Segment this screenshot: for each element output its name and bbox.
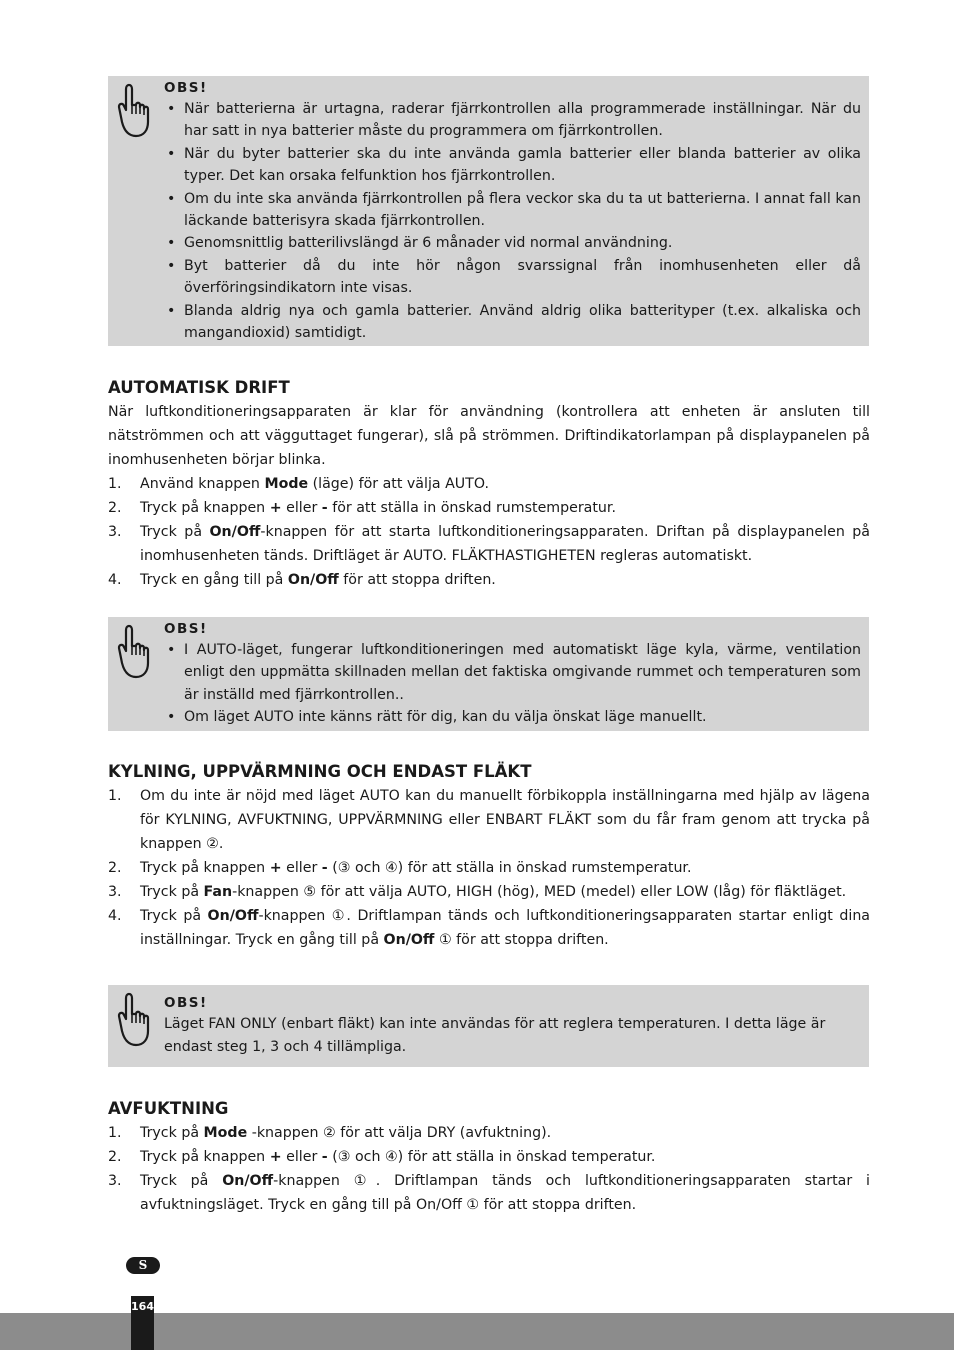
button-name: - [321,860,328,876]
list-item: • Genomsnittlig batterilivslängd är 6 månader vid normal användning. [164,232,861,254]
list-item [108,472,870,496]
list-item [164,255,861,300]
button-name: On/Off [207,908,259,924]
list-item: • När du byter batterier ska du inte använda gamla batterier eller blanda batterier av olika typer. Det kan orsaka felfunktion hos fjärrkontrollen. [164,143,861,188]
step-number: 1. [108,788,122,804]
note-title: OBS! [164,621,208,637]
step-number: 3. [108,524,122,540]
step-number: 1. [108,476,122,492]
step-text: Tryck på [140,908,208,924]
button-name: + [269,500,282,516]
list-item: • När batterierna är urtagna, raderar fjärrkontrollen alla programmerade inställningar. När du har satt in nya batterier måste du programmera om fjärrkontrollen. [164,98,861,143]
button-name: On/Off [287,572,339,588]
button-name: Mode [203,1125,248,1141]
list-item [108,1145,870,1169]
step-text: för att stoppa driften. [338,572,496,588]
note-list [164,639,861,729]
step-text: Tryck på [140,884,204,900]
list-item [108,904,870,952]
button-name: - [321,500,328,516]
step-text: Tryck en gång till på [140,572,288,588]
step-text: Tryck på knappen [140,500,270,516]
language-badge: S [126,1257,160,1274]
step-text: Tryck på [140,1173,223,1189]
step-number: 2. [108,500,122,516]
list-item [108,496,870,520]
page-number: 164 [131,1296,154,1350]
note-title: OBS! [164,80,208,96]
step-text: ① för att stoppa driften. [434,932,609,948]
list-item: • Om du inte ska använda fjärrkontrollen på flera veckor ska du ta ut batterierna. I annat fall kan läckande batterisyra skada fjärrkontrollen. [164,188,861,233]
step-text: (läge) för att välja AUTO. [308,476,489,492]
section-heading: AVFUKTNING [108,1099,229,1118]
step-text: eller [281,1149,322,1165]
step-text: Om du inte är nöjd med läget AUTO kan du manuellt förbikoppla inställningarna med hjälp av lägena för KYLNING, AVFUKTNING, UPPVÄRMNING eller ENBART FLÄKT som du får fram genom att trycka på knappen ②. [140,788,870,852]
section-heading: AUTOMATISK DRIFT [108,378,290,397]
step-text: eller [281,500,322,516]
section-heading: KYLNING, UPPVÄRMNING OCH ENDAST FLÄKT [108,762,532,781]
section-auto [108,377,870,592]
step-text: -knappen ⑤ för att välja AUTO, HIGH (hög), MED (medel) eller LOW (låg) för fläktläget. [232,884,847,900]
step-text: eller [281,860,322,876]
button-name: On/Off [383,932,435,948]
list-item [108,856,870,880]
note-text: Läget FAN ONLY (enbart fläkt) kan inte användas för att reglera temperaturen. I detta läge är endast steg 1, 3 och 4 tillämpliga. [164,1016,826,1055]
step-text: (③ och ④) för att ställa in önskad temperatur. [327,1149,656,1165]
step-number: 4. [108,572,122,588]
step-number: 1. [108,1125,122,1141]
step-list [108,1121,870,1217]
step-text: Använd knappen [140,476,265,492]
list-item [108,784,870,856]
step-number: 3. [108,884,122,900]
step-number: 3. [108,1173,122,1189]
button-name: + [269,1149,282,1165]
button-name: On/Off [222,1173,274,1189]
note-auto [108,617,869,731]
step-text: -knappen för att starta luftkonditioneringsapparaten. Driftan på displaypanelen på inomhusenheten tänds. Driftläget är AUTO. FLÄKTHASTIGHETEN regleras automatiskt. [140,524,871,564]
button-name: On/Off [209,524,261,540]
section-dry [108,1098,870,1217]
list-item [108,1121,870,1145]
button-name: - [321,1149,328,1165]
step-list [108,784,870,952]
step-number: 2. [108,1149,122,1165]
pointing-hand-icon [114,82,152,140]
list-item [108,520,870,568]
list-item: • I AUTO-läget, fungerar luftkonditioneringen med automatiskt läge kyla, värme, ventilation enligt den uppmätta skillnaden mellan det faktiska omgivande rummet och temperaturen som är inställd med fjärrkontrollen.. [164,639,861,706]
section-cooling [108,761,870,952]
pointing-hand-icon [114,991,152,1049]
intro-text: När luftkonditioneringsapparaten är klar för användning (kontrollera att enheten är ansluten till nätströmmen och att vägguttaget fungerar), slå på strömmen. Driftindikatorlampan på displaypanelen på inomhusenheten börjar blinka. [108,404,870,468]
note-fan-only [108,985,869,1067]
step-text: -knappen ② för att välja DRY (avfuktning). [247,1125,552,1141]
list-item-text: Byt batterier då du inte hör någon svarssignal från inomhusenheten eller då överföringsindikatorn inte visas. [184,257,861,297]
list-item [108,880,870,904]
button-name: Mode [264,476,309,492]
list-item: • Blanda aldrig nya och gamla batterier. Använd aldrig olika batterityper (t.ex. alkaliska och mangandioxid) samtidigt. [164,300,861,345]
button-name: + [269,860,282,876]
list-item [108,568,870,592]
step-list [108,472,870,592]
step-text: Tryck på [140,524,210,540]
step-text: (③ och ④) för att ställa in önskad rumstemperatur. [327,860,692,876]
step-text: för att ställa in önskad rumstemperatur. [327,500,616,516]
step-number: 2. [108,860,122,876]
list-item: • Om läget AUTO inte känns rätt för dig, kan du välja önskat läge manuellt. [164,706,861,728]
button-name: Fan [203,884,233,900]
note-list [164,98,861,344]
step-text: Tryck på knappen [140,860,270,876]
step-text: Tryck på knappen [140,1149,270,1165]
pointing-hand-icon [114,623,152,681]
step-text: -knappen ①. Driftlampan tänds och luftkonditioneringsapparaten startar enligt dina inställningar. Tryck en gång till på [140,908,871,948]
list-item [108,1169,870,1217]
note-title: OBS! [164,995,208,1011]
step-text: -knappen ①. Driftlampan tänds och luftkonditioneringsapparaten startar i avfuktningsläget. Tryck en gång till på On/Off ① för att stoppa driften. [140,1173,870,1213]
step-number: 4. [108,908,122,924]
step-text: Tryck på [140,1125,204,1141]
note-battery [108,76,869,346]
